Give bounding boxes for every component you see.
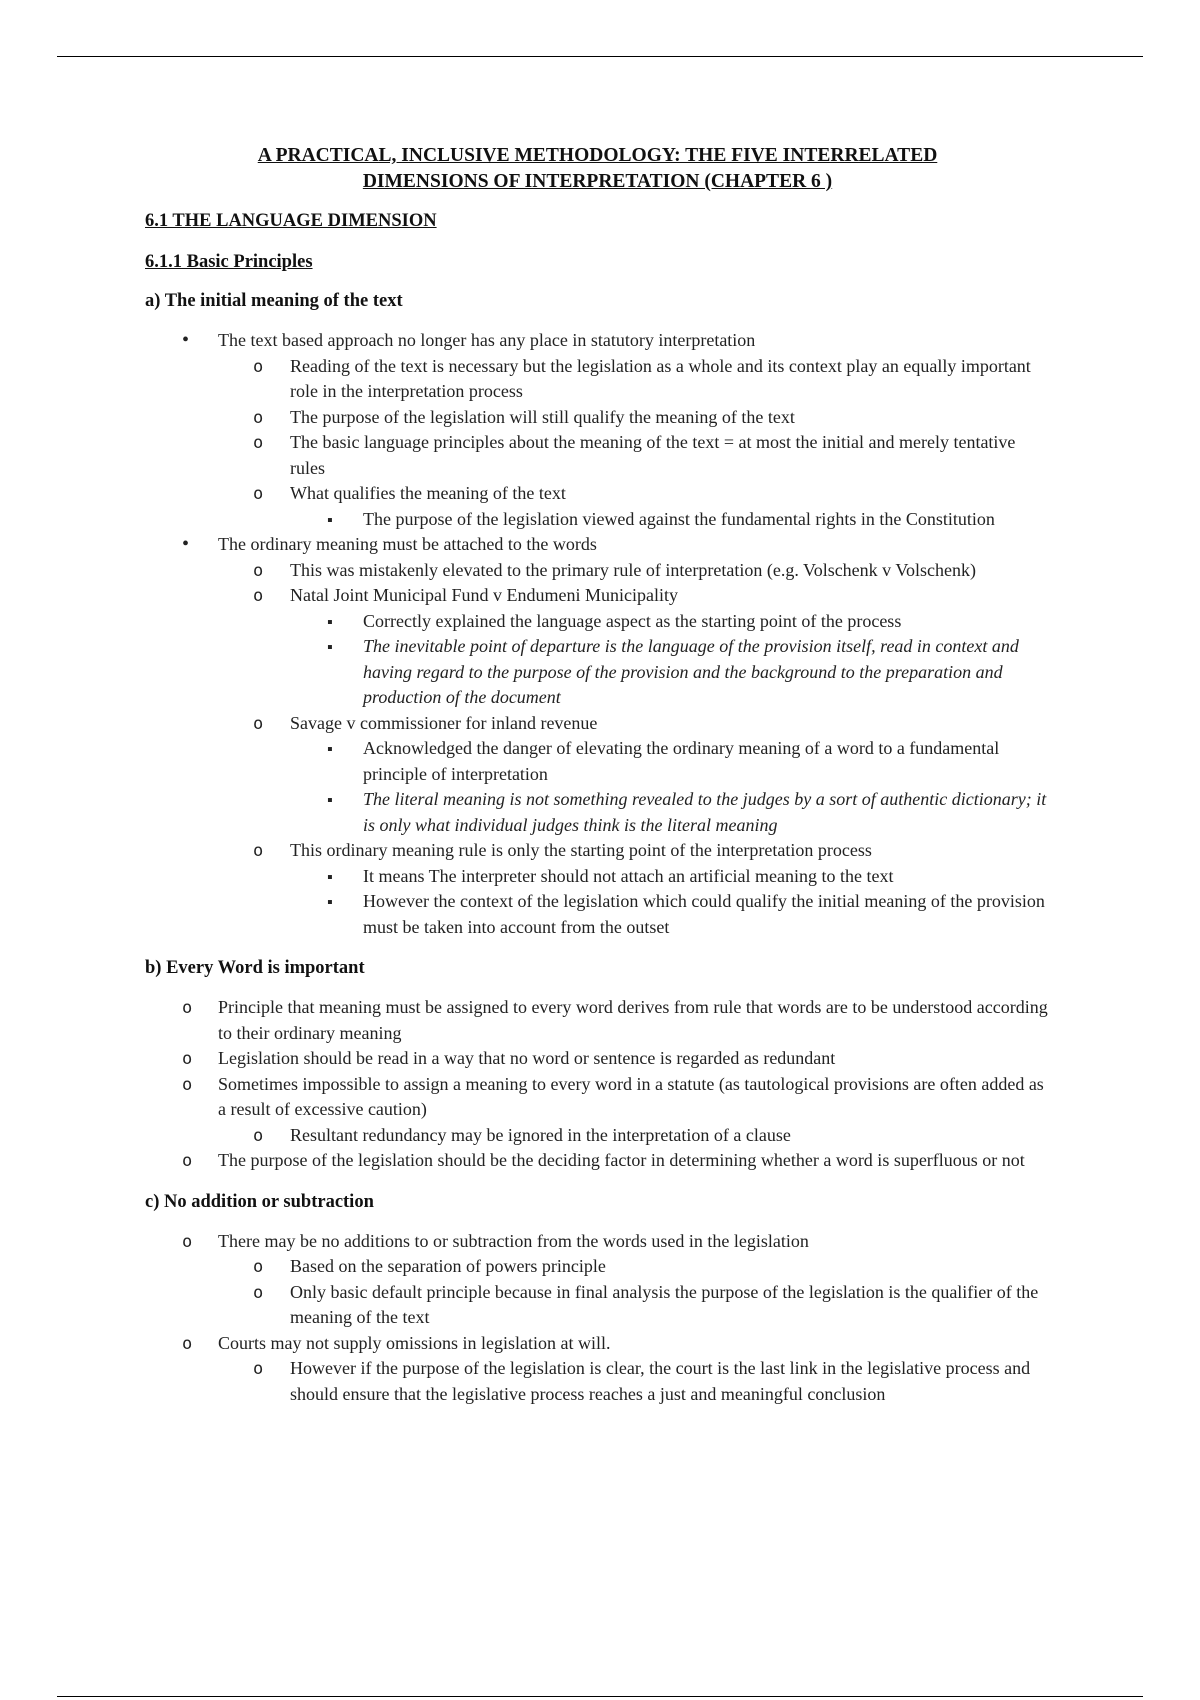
list-item: • The text based approach no longer has any place in statutory interpretation xyxy=(218,328,1050,354)
circle-bullet-icon xyxy=(253,838,263,865)
bullet-icon xyxy=(182,328,189,354)
square-bullet-icon xyxy=(327,864,333,891)
list-item: ▪ The purpose of the legislation viewed against the fundamental rights in the Constitution xyxy=(363,507,1050,533)
circle-bullet-icon xyxy=(253,1254,263,1281)
circle-bullet-icon xyxy=(253,558,263,585)
list-item: ▪ However the context of the legislation which could qualify the initial meaning of the provision must be taken into account from the outset xyxy=(363,889,1050,940)
heading-b: b) Every Word is important xyxy=(145,958,365,978)
square-bullet-icon xyxy=(327,787,333,814)
circle-bullet-icon xyxy=(253,405,263,432)
list-item: o Natal Joint Municipal Fund v Endumeni Municipality xyxy=(290,583,1050,609)
list-item: o Principle that meaning must be assigned to every word derives from rule that words are to be understood according to their ordinary meaning xyxy=(218,995,1050,1046)
circle-bullet-icon xyxy=(253,1356,263,1383)
heading-c: c) No addition or subtraction xyxy=(145,1191,374,1212)
circle-bullet-icon xyxy=(182,1331,192,1358)
list-item: o Resultant redundancy may be ignored in the interpretation of a clause xyxy=(290,1123,1050,1149)
document-title xyxy=(145,143,1050,195)
list-item: o The basic language principles about the meaning of the text = at most the initial and merely tentative rules xyxy=(290,430,1050,481)
list-item: o The purpose of the legislation will still qualify the meaning of the text xyxy=(290,405,1050,431)
list-item: o This was mistakenly elevated to the primary rule of interpretation (e.g. Volschenk v Volschenk) xyxy=(290,558,1050,584)
title-line-1: A PRACTICAL, INCLUSIVE METHODOLOGY: THE FIVE INTERRELATED xyxy=(257,145,938,166)
list-item: o The purpose of the legislation should be the deciding factor in determining whether a word is superfluous or not xyxy=(218,1148,1050,1174)
list-item: o Courts may not supply omissions in legislation at will. xyxy=(218,1331,1050,1357)
list-item: o There may be no additions to or subtraction from the words used in the legislation xyxy=(218,1229,1050,1255)
header-rule xyxy=(57,56,1143,57)
square-bullet-icon xyxy=(327,736,333,763)
list-item: o Reading of the text is necessary but the legislation as a whole and its context play an equally important role in the interpretation process xyxy=(290,354,1050,405)
list-item: ▪ The literal meaning is not something revealed to the judges by a sort of authentic dictionary; it is only what individual judges think is the literal meaning xyxy=(363,787,1050,838)
heading-a: a) The initial meaning of the text xyxy=(145,291,403,311)
square-bullet-icon xyxy=(327,889,333,916)
list-item: • The ordinary meaning must be attached to the words xyxy=(218,532,1050,558)
list-item: ▪ It means The interpreter should not attach an artificial meaning to the text xyxy=(363,864,1050,890)
list-c xyxy=(145,1229,1050,1408)
list-item: o Based on the separation of powers principle xyxy=(290,1254,1050,1280)
square-bullet-icon xyxy=(327,609,333,636)
list-item: o Savage v commissioner for inland revenue xyxy=(290,711,1050,737)
footer-rule xyxy=(57,1696,1143,1697)
bullet-icon xyxy=(182,532,189,558)
circle-bullet-icon xyxy=(182,1046,192,1073)
document-body xyxy=(145,143,1050,1407)
circle-bullet-icon xyxy=(253,354,263,381)
title-line-2: DIMENSIONS OF INTERPRETATION (CHAPTER 6 ) xyxy=(362,171,833,192)
square-bullet-icon xyxy=(327,634,333,661)
circle-bullet-icon xyxy=(253,1280,263,1307)
circle-bullet-icon xyxy=(253,430,263,457)
circle-bullet-icon xyxy=(253,1123,263,1150)
subsection-heading: 6.1.1 Basic Principles xyxy=(145,252,313,272)
list-item: ▪ Acknowledged the danger of elevating the ordinary meaning of a word to a fundamental principle of interpretation xyxy=(363,736,1050,787)
list-item: o Only basic default principle because in final analysis the purpose of the legislation is the qualifier of the meaning of the text xyxy=(290,1280,1050,1331)
list-item: o Sometimes impossible to assign a meaning to every word in a statute (as tautological provisions are often added as a result of excessive caution) xyxy=(218,1072,1050,1123)
circle-bullet-icon xyxy=(182,1072,192,1099)
list-item: o What qualifies the meaning of the text xyxy=(290,481,1050,507)
list-item: o However if the purpose of the legislation is clear, the court is the last link in the legislative process and should ensure that the legislative process reaches a just and meaningful conclusion xyxy=(290,1356,1050,1407)
list-item: ▪ The inevitable point of departure is the language of the provision itself, read in context and having regard to the purpose of the provision and the background to the preparation and production of the document xyxy=(363,634,1050,711)
square-bullet-icon xyxy=(327,507,333,534)
circle-bullet-icon xyxy=(253,481,263,508)
circle-bullet-icon xyxy=(253,711,263,738)
list-item: ▪ Correctly explained the language aspect as the starting point of the process xyxy=(363,609,1050,635)
circle-bullet-icon xyxy=(182,995,192,1022)
list-b xyxy=(145,995,1050,1174)
list-a xyxy=(145,328,1050,940)
circle-bullet-icon xyxy=(182,1148,192,1175)
circle-bullet-icon xyxy=(182,1229,192,1256)
list-item: o Legislation should be read in a way that no word or sentence is regarded as redundant xyxy=(218,1046,1050,1072)
circle-bullet-icon xyxy=(253,583,263,610)
section-heading: 6.1 THE LANGUAGE DIMENSION xyxy=(145,211,437,231)
list-item: o This ordinary meaning rule is only the starting point of the interpretation process xyxy=(290,838,1050,864)
